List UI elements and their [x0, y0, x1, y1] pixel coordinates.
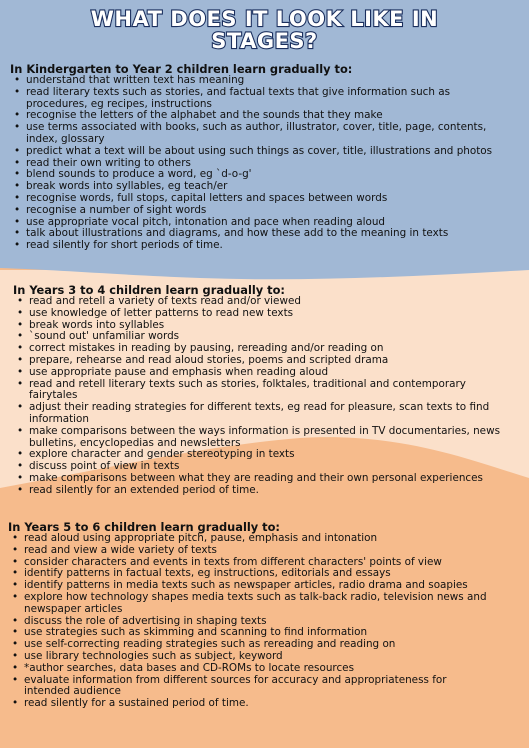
list-item: • explore character and gender stereotyping in texts — [13, 449, 500, 461]
list-item: index, glossary — [26, 132, 105, 145]
section-heading: In Years 3 to 4 children learn gradually to: — [13, 283, 285, 297]
list-item: • read and retell a variety of texts read and/or viewed — [13, 296, 500, 308]
page-title-line-1: WHAT DOES IT LOOK LIKE IN — [90, 7, 439, 31]
page-title-line-2: STAGES? — [211, 29, 318, 53]
list-item: • read silently for an extended period of time. — [13, 485, 500, 497]
section-heading: In Kindergarten to Year 2 children learn gradually to: — [10, 62, 353, 76]
bullet-list — [13, 296, 500, 497]
list-item: • read literary texts such as stories, and factual texts that give information such as — [10, 87, 492, 99]
list-item: • identify patterns in factual texts, eg instructions, editorials and essays — [8, 568, 487, 580]
list-item: • understand that written text has meaning — [10, 75, 492, 87]
list-item: • evaluate information from different sources for accuracy and appropriateness for — [8, 675, 487, 687]
list-item: • prepare, rehearse and read aloud stories, poems and scripted drama — [13, 355, 500, 367]
list-item: intended audience — [24, 685, 121, 698]
list-item: • recognise words, full stops, capital letters and spaces between words — [10, 193, 492, 205]
section-kindergarten-year-2 — [10, 63, 492, 252]
list-item: • use self-correcting reading strategies such as rereading and reading on — [8, 639, 487, 651]
list-item: • predict what a text will be about using such things as cover, title, illustrations and photos — [10, 146, 492, 158]
list-item: • recognise the letters of the alphabet and the sounds that they make — [10, 110, 492, 122]
list-item: information — [29, 412, 89, 425]
list-item: procedures, eg recipes, instructions — [26, 97, 212, 110]
bullet-list — [8, 533, 487, 710]
list-item: • read and view a wide variety of texts — [8, 545, 487, 557]
list-item: • make comparisons between the ways information is presented in TV documentaries, news — [13, 426, 500, 438]
list-item: • talk about illustrations and diagrams, and how these add to the meaning in texts — [10, 228, 492, 240]
list-item: fairytales — [29, 389, 78, 402]
list-item: • use library technologies such as subject, keyword — [8, 651, 487, 663]
list-item: • blend sounds to produce a word, eg `d-o-g' — [10, 169, 492, 181]
list-item: • break words into syllables — [13, 320, 500, 332]
list-item: • use appropriate vocal pitch, intonation and pace when reading aloud — [10, 217, 492, 229]
section-years-3-4 — [13, 284, 500, 497]
list-item: newspaper articles — [24, 602, 123, 615]
list-item: • `sound out' unfamiliar words — [13, 331, 500, 343]
list-item: • read silently for short periods of time. — [10, 240, 492, 252]
list-item: • recognise a number of sight words — [10, 205, 492, 217]
list-item: • make comparisons between what they are reading and their own personal experiences — [13, 473, 500, 485]
list-item: • discuss the role of advertising in shaping texts — [8, 616, 487, 628]
list-item: • discuss point of view in texts — [13, 461, 500, 473]
list-item: • adjust their reading strategies for different texts, eg read for pleasure, scan texts to find — [13, 402, 500, 414]
list-item: • identify patterns in media texts such as newspaper articles, radio drama and soapies — [8, 580, 487, 592]
list-item: • read silently for a sustained period of time. — [8, 698, 487, 710]
bullet-list — [10, 75, 492, 252]
list-item: • break words into syllables, eg teach/er — [10, 181, 492, 193]
list-item: • consider characters and events in texts from different characters' points of view — [8, 557, 487, 569]
section-heading: In Years 5 to 6 children learn gradually to: — [8, 520, 280, 534]
list-item: • read and retell literary texts such as stories, folktales, traditional and contemporary — [13, 379, 500, 391]
list-item: • correct mistakes in reading by pausing, rereading and/or reading on — [13, 343, 500, 355]
list-item: • use strategies such as skimming and scanning to find information — [8, 627, 487, 639]
list-item: • read their own writing to others — [10, 158, 492, 170]
list-item: • use appropriate pause and emphasis when reading aloud — [13, 367, 500, 379]
list-item: • use knowledge of letter patterns to read new texts — [13, 308, 500, 320]
list-item: • read aloud using appropriate pitch, pause, emphasis and intonation — [8, 533, 487, 545]
list-item: • *author searches, data bases and CD-ROMs to locate resources — [8, 663, 487, 675]
list-item: • use terms associated with books, such as author, illustrator, cover, title, page, contents, — [10, 122, 492, 134]
list-item: • explore how technology shapes media texts such as talk-back radio, television news and — [8, 592, 487, 604]
section-years-5-6 — [8, 521, 487, 710]
list-item: bulletins, encyclopedias and newsletters — [29, 436, 241, 449]
